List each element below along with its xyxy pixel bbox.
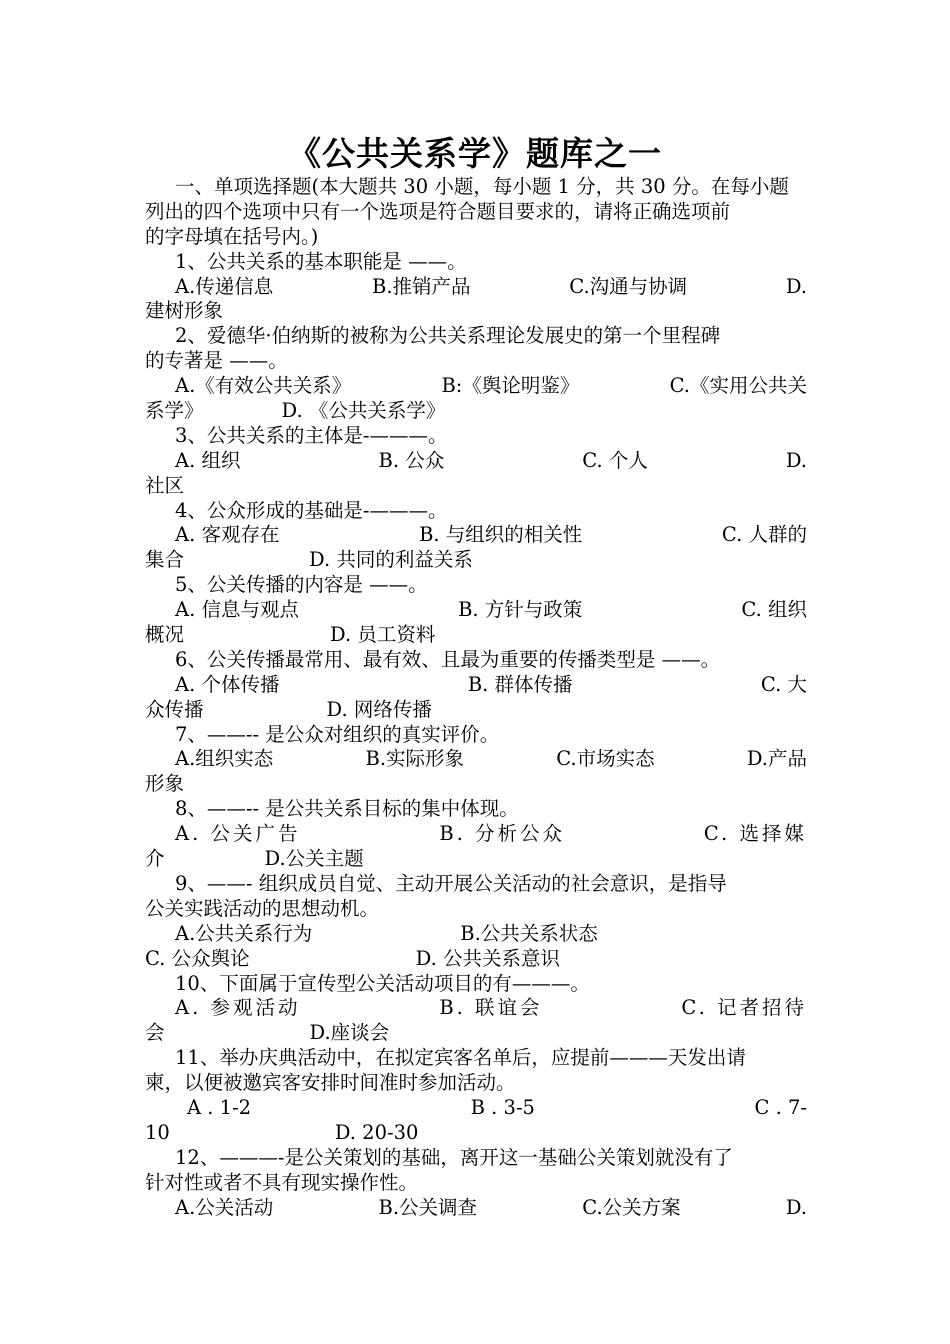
- option-c-wrap: 介: [145, 847, 165, 871]
- option-a: A. 客观存在: [175, 523, 280, 547]
- option-c: C.沟通与协调: [569, 274, 688, 298]
- option-d: D.产品: [746, 747, 807, 771]
- option-c: C.市场实态: [556, 747, 655, 771]
- option-d: D.座谈会: [309, 1021, 390, 1045]
- question-stem: 的专著是 ——。: [145, 349, 288, 373]
- option-c: C. 个人: [582, 448, 648, 472]
- option-c: C. 记者招待: [681, 996, 807, 1020]
- option-c: C. 公众舆论: [145, 946, 250, 970]
- option-a: A. 公关广告: [175, 822, 301, 846]
- question-stem: 7、——-- 是公众对组织的真实评价。: [175, 722, 500, 746]
- option-a: A.《有效公共关系》: [175, 374, 352, 398]
- option-a: A.公共关系行为: [175, 921, 313, 945]
- question-stem: 6、公关传播最常用、最有效、且最为重要的传播类型是 ——。: [175, 647, 721, 671]
- question-stem: 11、举办庆典活动中，在拟定宾客名单后，应提前———天发出请: [175, 1046, 746, 1070]
- option-row: [145, 822, 807, 847]
- option-a: A.公关活动: [175, 1195, 274, 1219]
- option-c-wrap: 10: [145, 1120, 170, 1144]
- option-b: B:《舆论明鉴》: [441, 374, 580, 398]
- option-b: B. 群体传播: [467, 672, 573, 696]
- option-c-wrap: 众传播: [145, 697, 204, 721]
- question-stem: 2、爱德华·伯纳斯的被称为公共关系理论发展史的第一个里程碑: [175, 324, 721, 348]
- option-row: [145, 275, 807, 300]
- question-stem: 1、公共关系的基本职能是 ——。: [175, 249, 467, 273]
- option-d: D.: [785, 448, 807, 472]
- option-a: A. 参观活动: [175, 996, 301, 1020]
- option-b: B. 联谊会: [439, 996, 543, 1020]
- question-stem: 针对性或者不具有现实操作性。: [145, 1170, 419, 1194]
- question-stem: 3、公共关系的主体是-———。: [175, 423, 448, 447]
- option-d: D.: [785, 274, 807, 298]
- intro-line: 列出的四个选项中只有一个选项是符合题目要求的，请将正确选项前: [145, 199, 731, 223]
- option-c: C. 人群的: [721, 523, 807, 547]
- document-title: 《公共关系学》题库之一: [288, 134, 662, 173]
- option-row: [145, 1196, 807, 1221]
- option-c-wrap: 集合: [145, 548, 185, 572]
- option-a: A. 个体传播: [175, 672, 280, 696]
- option-c: C. 选择媒: [703, 822, 807, 846]
- option-row: [145, 598, 807, 623]
- option-b: B. 分析公众: [439, 822, 566, 846]
- option-a: A.传递信息: [175, 274, 274, 298]
- option-c-wrap: 会: [145, 1021, 165, 1045]
- option-row: [145, 449, 807, 474]
- question-stem: 12、———-是公关策划的基础，离开这一基础公关策划就没有了: [175, 1145, 733, 1169]
- option-row: [145, 623, 807, 648]
- option-b: B.推销产品: [371, 274, 471, 298]
- option-c: C.公关方案: [582, 1195, 681, 1219]
- option-a: A. 信息与观点: [175, 598, 299, 622]
- option-b: B. 方针与政策: [458, 598, 583, 622]
- option-a: A.组织实态: [175, 747, 274, 771]
- option-d: D.公关主题: [264, 847, 364, 871]
- option-d: D. 20-30: [334, 1120, 419, 1144]
- option-b: B. 与组织的相关性: [419, 523, 583, 547]
- option-wrap: 社区: [145, 473, 185, 497]
- option-row: [145, 1121, 807, 1146]
- option-c: C. 组织: [741, 598, 807, 622]
- question-stem: 5、公关传播的内容是 ——。: [175, 573, 428, 597]
- option-row: [145, 374, 807, 399]
- question-body: [145, 175, 807, 1220]
- option-d: D. 员工资料: [330, 623, 436, 647]
- option-c: C.《实用公共关: [669, 374, 807, 398]
- option-c-wrap: 系学》: [145, 399, 204, 423]
- option-b: B.公共关系状态: [460, 921, 598, 945]
- option-row: [145, 847, 807, 872]
- option-row: [145, 548, 807, 573]
- option-wrap: 形象: [145, 772, 185, 796]
- question-stem: 8、——-- 是公共关系目标的集中体现。: [175, 797, 519, 821]
- option-row: [145, 996, 807, 1021]
- question-stem: 10、下面属于宣传型公关活动项目的有———。: [175, 971, 590, 995]
- option-wrap: 建树形象: [145, 299, 224, 323]
- option-row: [145, 1021, 807, 1046]
- option-d: D. 《公共关系学》: [281, 399, 446, 423]
- option-d: D. 网络传播: [326, 697, 432, 721]
- question-stem: 4、公众形成的基础是-———。: [175, 498, 448, 522]
- option-row: [145, 673, 807, 698]
- option-row: [145, 698, 807, 723]
- intro-line: 的字母填在括号内。): [145, 224, 319, 248]
- option-b: B . 3-5: [470, 1095, 535, 1119]
- option-row: [145, 523, 807, 548]
- question-stem: 9、——- 组织成员自觉、主动开展公关活动的社会意识，是指导: [175, 871, 727, 895]
- option-row: [145, 747, 807, 772]
- option-row: [145, 399, 807, 424]
- option-row: [145, 922, 807, 947]
- option-b: B. 公众: [378, 448, 445, 472]
- option-a: A . 1-2: [187, 1095, 252, 1119]
- option-row: [145, 947, 807, 972]
- option-b: B.实际形象: [365, 747, 465, 771]
- question-stem: 公关实践活动的思想动机。: [145, 896, 380, 920]
- question-stem: 柬，以便被邀宾客安排时间准时参加活动。: [145, 1071, 516, 1095]
- option-c: C. 大: [760, 672, 807, 696]
- option-d: D. 共同的利益关系: [309, 548, 473, 572]
- option-b: B.公关调查: [378, 1195, 478, 1219]
- option-c-wrap: 概况: [145, 623, 185, 647]
- option-d: D.: [785, 1195, 807, 1219]
- option-d: D. 公共关系意识: [415, 946, 560, 970]
- intro-line: 一、单项选择题(本大题共 30 小题，每小题 1 分，共 30 分。在每小题: [175, 175, 789, 198]
- option-a: A. 组织: [175, 448, 241, 472]
- option-row: [145, 1096, 807, 1121]
- option-c: C . 7-: [754, 1095, 807, 1119]
